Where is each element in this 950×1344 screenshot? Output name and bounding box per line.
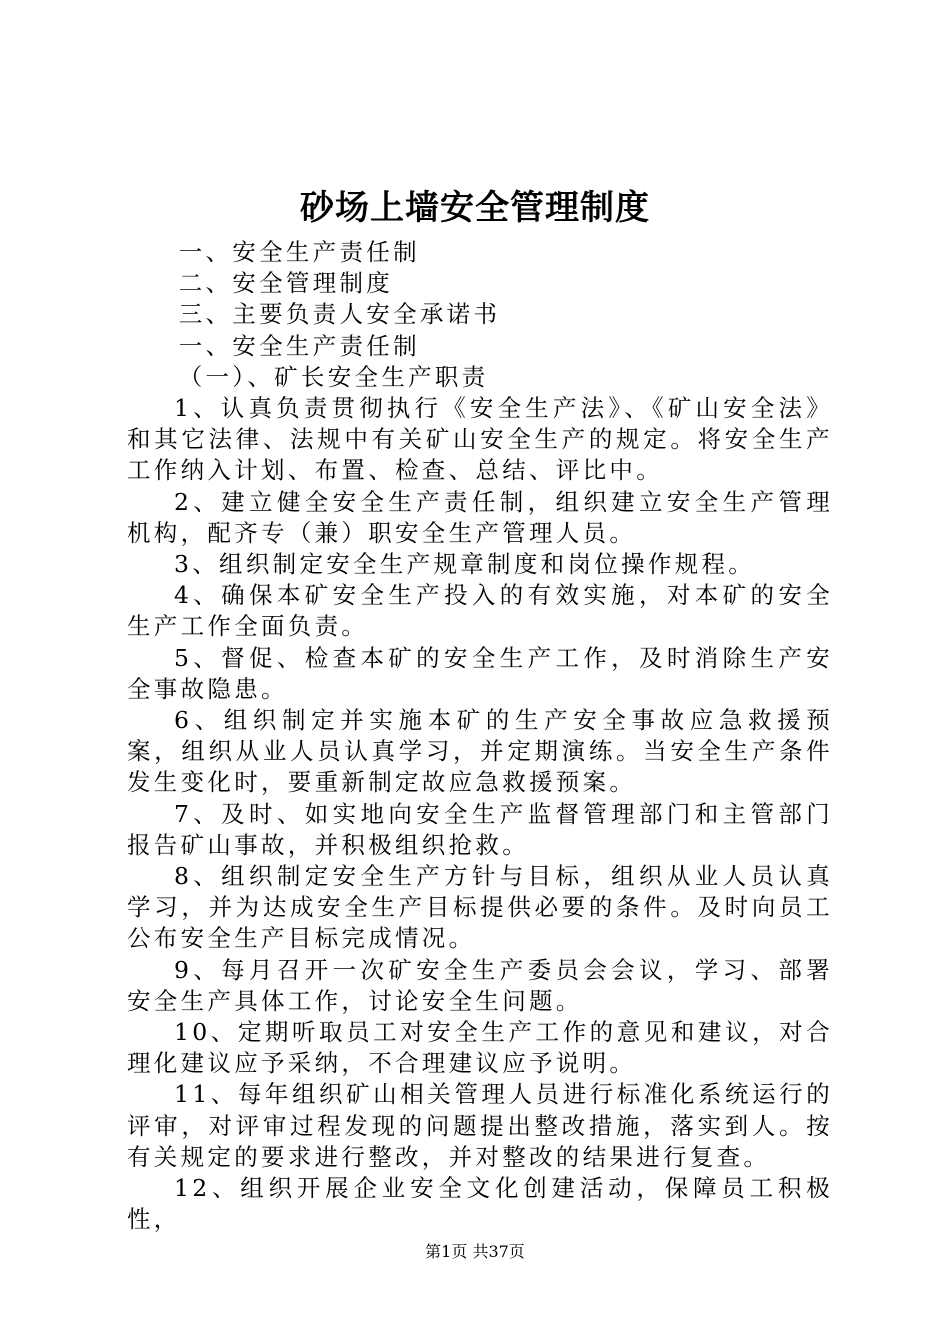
paragraph: 3、组织制定安全生产规章制度和岗位操作规程。 <box>174 550 756 579</box>
paragraph: 7、及时、如实地向安全生产监督管理部门和主管部门报告矿山事故，并积极组织抢救。 <box>127 799 833 859</box>
subsection-heading: （一）、矿长安全生产职责 <box>178 362 489 391</box>
paragraph: 10、定期听取员工对安全生产工作的意见和建议，对合理化建议应予采纳，不合理建议应予说明。 <box>127 1018 833 1078</box>
paragraph: 11、每年组织矿山相关管理人员进行标准化系统运行的评审，对评审过程发现的问题提出整改措施，落实到人。按有关规定的要求进行整改，并对整改的结果进行复查。 <box>127 1080 833 1171</box>
paragraph: 5、督促、检查本矿的安全生产工作，及时消除生产安全事故隐患。 <box>127 643 833 703</box>
toc-line: 二、安全管理制度 <box>178 269 394 298</box>
paragraph: 4、确保本矿安全生产投入的有效实施，对本矿的安全生产工作全面负责。 <box>127 581 833 641</box>
paragraph: 6、组织制定并实施本矿的生产安全事故应急救援预案，组织从业人员认真学习，并定期演练。当安全生产条件发生变化时，要重新制定故应急救援预案。 <box>127 706 833 797</box>
paragraph: 12、组织开展企业安全文化创建活动，保障员工积极性， <box>127 1174 833 1234</box>
document-title: 砂场上墙安全管理制度 <box>300 188 650 228</box>
paragraph: 8、组织制定安全生产方针与目标，组织从业人员认真学习，并为达成安全生产目标提供必要的条件。及时向员工公布安全生产目标完成情况。 <box>127 862 833 953</box>
paragraph: 9、每月召开一次矿安全生产委员会会议，学习、部署安全生产具体工作，讨论安全生问题。 <box>127 955 833 1015</box>
toc-line: 三、主要负责人安全承诺书 <box>178 300 501 329</box>
paragraph: 2、建立健全安全生产责任制，组织建立安全生产管理机构，配齐专（兼）职安全生产管理人员。 <box>127 487 833 547</box>
toc-line: 一、安全生产责任制 <box>178 238 420 266</box>
document-body <box>127 237 833 1236</box>
paragraph: 1、认真负责贯彻执行《安全生产法》、《矿山安全法》和其它法律、法规中有关矿山安全生产的规定。将安全生产工作纳入计划、布置、检查、总结、评比中。 <box>127 394 833 485</box>
page-footer: 第1页 共37页 <box>425 1242 525 1261</box>
section-heading: 一、安全生产责任制 <box>178 331 420 360</box>
